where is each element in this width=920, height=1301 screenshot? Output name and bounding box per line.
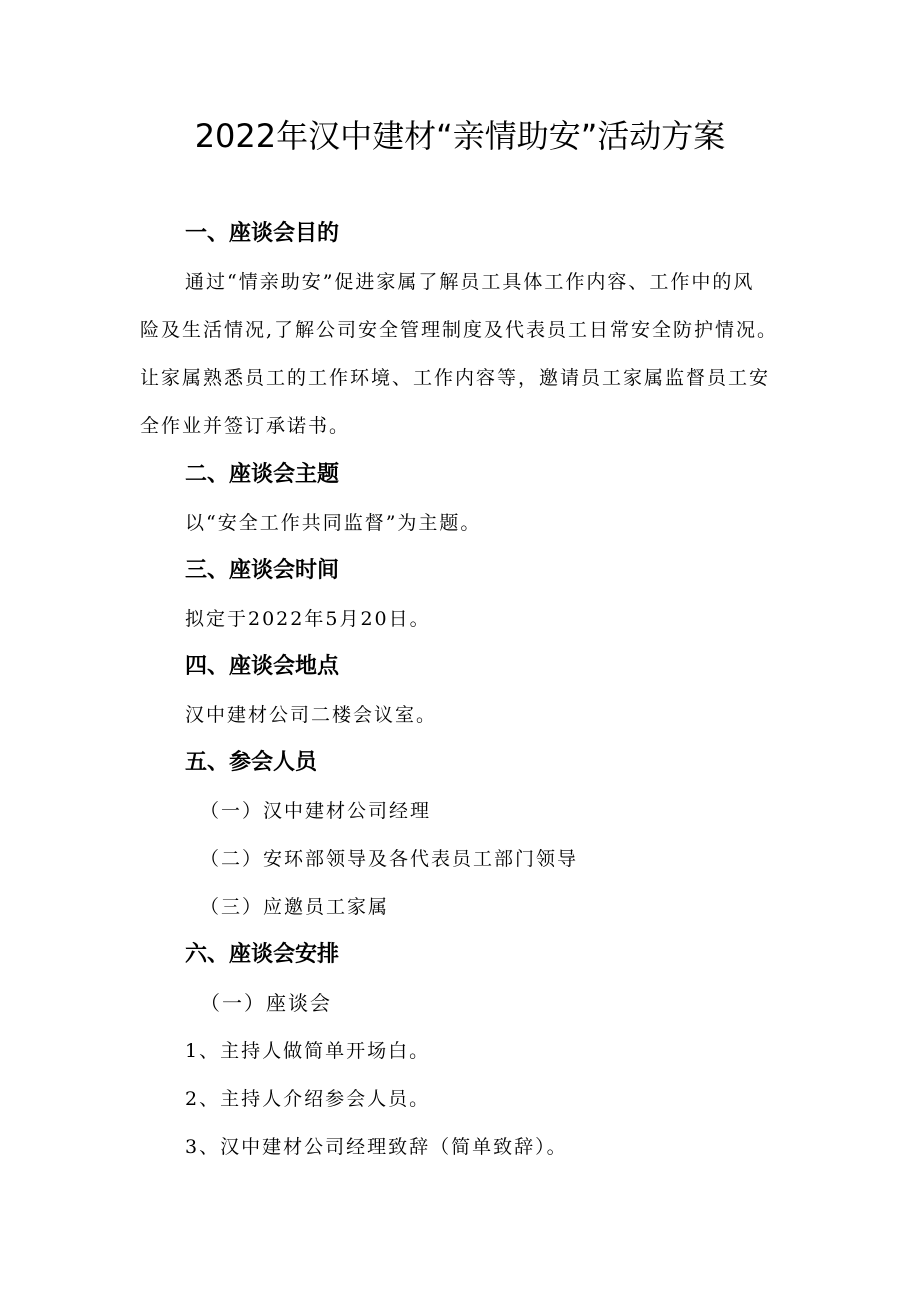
paragraph-line: 通过“情亲助安”促进家属了解员工具体工作内容、工作中的风: [185, 271, 755, 293]
section-heading-theme: 二、座谈会主题: [185, 462, 340, 487]
section-text-time: 拟定于2022年5月20日。: [185, 608, 431, 630]
section-heading-location: 四、座谈会地点: [185, 654, 340, 679]
paragraph-line: 全作业并签订承诺书。: [140, 415, 351, 437]
paragraph-line: 让家属熟悉员工的工作环境、工作内容等，邀请员工家属监督员工安: [140, 367, 771, 389]
list-item: （三）应邀员工家属: [200, 896, 390, 918]
section-text-location: 汉中建材公司二楼会议室。: [185, 704, 438, 726]
section-heading-time: 三、座谈会时间: [185, 558, 340, 583]
list-item: （一）汉中建材公司经理: [200, 800, 432, 822]
list-item: 2、主持人介绍参会人员。: [185, 1088, 431, 1110]
section-heading-attendees: 五、参会人员: [185, 750, 318, 775]
section-text-theme: 以“安全工作共同监督”为主题。: [185, 512, 482, 534]
list-item: （二）安环部领导及各代表员工部门领导: [200, 848, 579, 870]
section-heading-arrangement: 六、座谈会安排: [185, 942, 340, 967]
list-item: 1、主持人做简单开场白。: [185, 1040, 431, 1062]
paragraph-line: 险及生活情况,了解公司安全管理制度及代表员工日常安全防护情况。: [140, 319, 779, 341]
document-title: 2022年汉中建材“亲情助安”活动方案: [194, 117, 726, 155]
list-item: 3、汉中建材公司经理致辞（简单致辞）。: [185, 1136, 568, 1158]
section-heading-purpose: 一、座谈会目的: [185, 221, 340, 246]
subsection-heading: （一）座谈会: [200, 991, 332, 1015]
